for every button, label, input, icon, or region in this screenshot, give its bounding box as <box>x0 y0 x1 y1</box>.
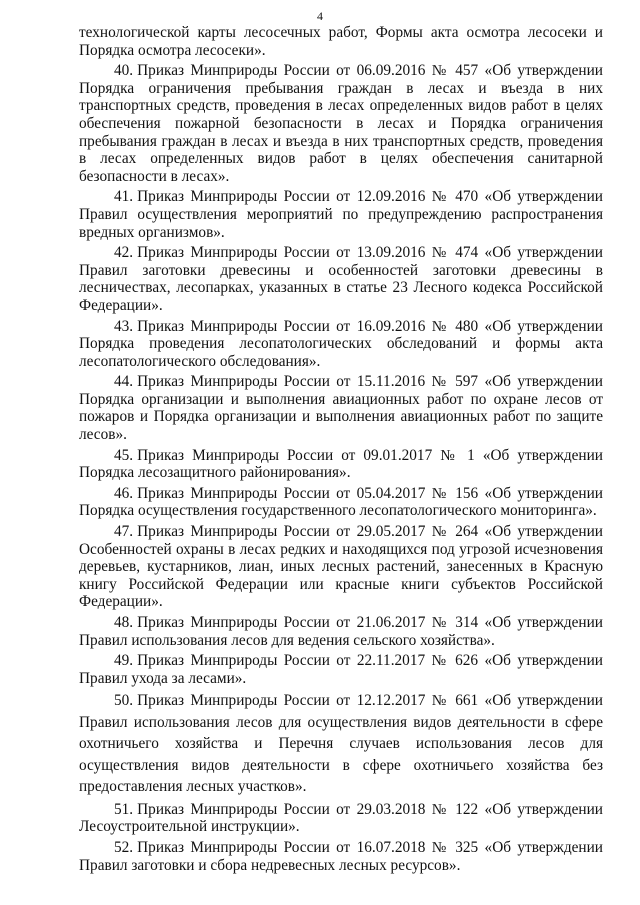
list-item-51 <box>79 801 603 836</box>
document-body <box>79 24 603 877</box>
item-text: Приказ Минприроды России от 13.09.2016 № 474 «Об утверждении Правил заготовки древесины и особенностей заготовки древесины в лесничествах, лесопарках, указанных в статье 23 Лесного кодекса Российской Федерации». <box>79 244 603 314</box>
item-text: Приказ Минприроды России от 16.07.2018 № 325 «Об утверждении Правил заготовки и сбора недревесных лесных ресурсов». <box>79 839 603 874</box>
item-number: 44. <box>114 373 134 391</box>
item-number: 45. <box>114 446 134 464</box>
list-item-52 <box>79 839 603 874</box>
list-item-48 <box>79 614 603 649</box>
item-text: Приказ Минприроды России от 05.04.2017 № 156 «Об утверждении Порядка осуществления государственного лесопатологического мониторинга». <box>79 484 603 520</box>
list-item-45 <box>79 447 603 482</box>
list-item-40 <box>79 62 603 185</box>
item-text: Приказ Минприроды России от 29.03.2018 № 122 «Об утверждении Лесоустроительной инструкции». <box>79 800 603 836</box>
item-number: 51. <box>114 800 134 818</box>
item-number: 42. <box>114 244 134 262</box>
list-item-41 <box>79 188 603 241</box>
item-number: 43. <box>114 317 134 335</box>
item-text: Приказ Минприроды России от 12.12.2017 № 661 «Об утверждении Правил использования лесов для осуществления видов деятельности в сфере охотничьего хозяйства и Перечня случаев использования лесов для осуществления видов деятельности в сфере охотничьего хозяйства без предоставления лесных участков». <box>79 692 603 796</box>
list-item-47 <box>79 523 603 611</box>
list-item-44 <box>79 373 603 443</box>
page-number: 4 <box>317 9 323 23</box>
item-text: Приказ Минприроды России от 12.09.2016 № 470 «Об утверждении Правил осуществления мероприятий по предупреждению распространения вредных организмов». <box>79 188 603 241</box>
item-number: 47. <box>114 523 134 541</box>
item-text: Приказ Минприроды России от 09.01.2017 № 1 «Об утверждении Порядка лесозащитного районирования». <box>79 446 603 482</box>
item-number: 46. <box>114 484 134 502</box>
list-item-46 <box>79 485 603 520</box>
list-item-continuation <box>79 24 603 59</box>
item-text: Приказ Минприроды России от 29.05.2017 № 264 «Об утверждении Особенностей охраны в лесах редких и находящихся под угрозой исчезновения деревьев, кустарников, лиан, иных лесных растений, занесенных в Красную книгу Российской Федерации или красные книги субъектов Российской Федерации». <box>79 523 603 611</box>
item-number: 49. <box>114 652 134 670</box>
item-text: Приказ Минприроды России от 16.09.2016 № 480 «Об утверждении Порядка проведения лесопатологических обследований и формы акта лесопатологического обследования». <box>79 317 603 370</box>
list-item-49 <box>79 652 603 687</box>
item-text: Приказ Минприроды России от 21.06.2017 № 314 «Об утверждении Правил использования лесов для ведения сельского хозяйства». <box>79 614 603 649</box>
item-number: 50. <box>114 692 134 710</box>
item-number: 41. <box>114 188 134 206</box>
item-number: 40. <box>114 62 134 80</box>
item-number: 48. <box>114 614 134 631</box>
list-item-43 <box>79 318 603 371</box>
item-text: Приказ Минприроды России от 15.11.2016 № 597 «Об утверждении Порядка организации и выполнения авиационных работ по охране лесов от пожаров и Порядка организации и выполнения авиационных работ по защите лесов». <box>79 373 603 444</box>
list-item-50 <box>79 690 603 798</box>
item-text: Приказ Минприроды России от 06.09.2016 № 457 «Об утверждении Порядка ограничения пребывания граждан в лесах и въезда в них транспортных средств, проведения в лесах определенных видов работ в целях обеспечения пожарной безопасности в лесах и Порядка ограничения пребывания граждан в лесах и въезда в них транспортных средств, проведения в лесах определенных видов работ в целях обеспечения санитарной безопасности в лесах». <box>79 62 603 185</box>
item-number: 52. <box>114 839 134 857</box>
list-item-42 <box>79 244 603 314</box>
item-text: технологической карты лесосечных работ, Формы акта осмотра лесосеки и Порядка осмотра лесосеки». <box>79 24 603 59</box>
item-text: Приказ Минприроды России от 22.11.2017 № 626 «Об утверждении Правил ухода за лесами». <box>79 652 603 687</box>
